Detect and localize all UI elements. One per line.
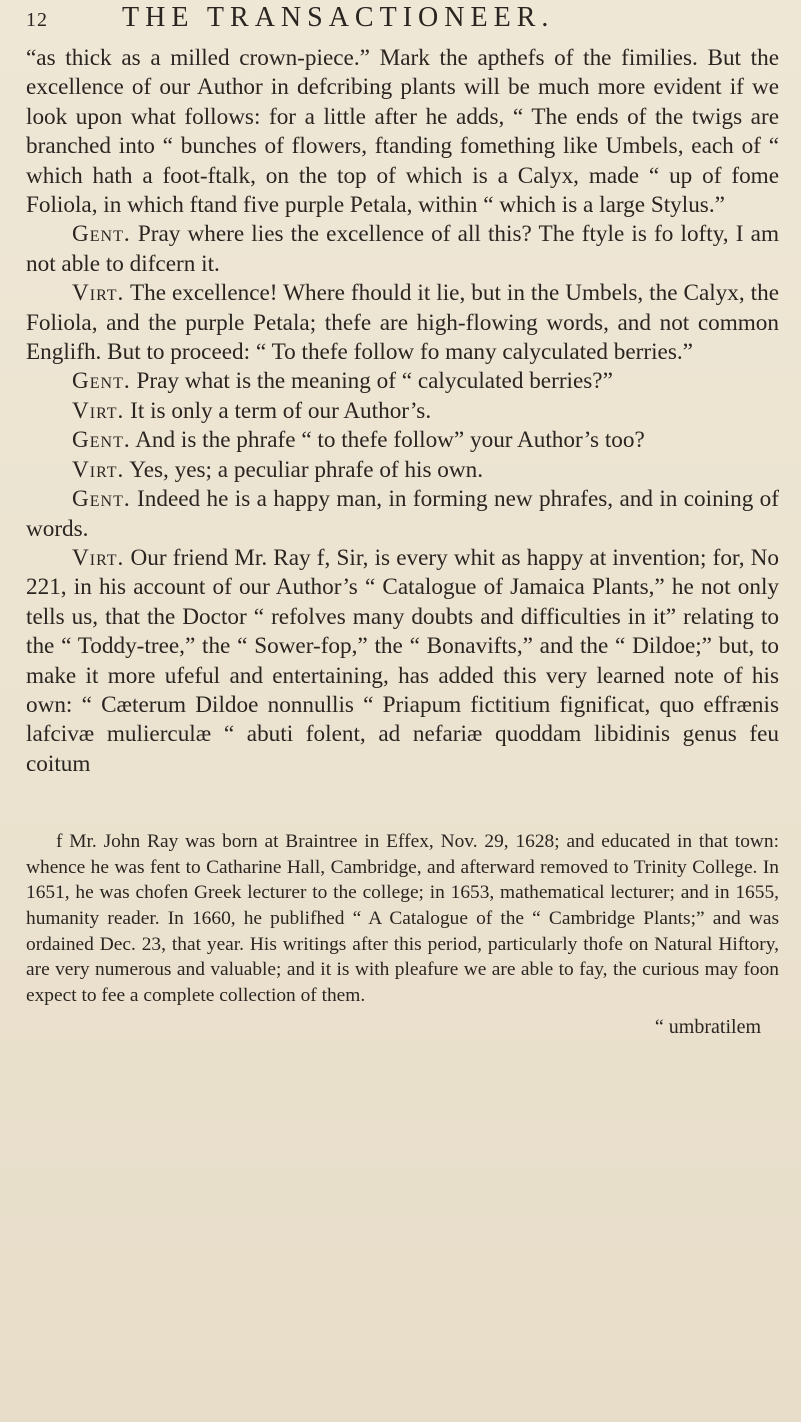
paragraph xyxy=(26,367,779,396)
paragraph xyxy=(26,426,779,455)
footnote xyxy=(26,829,779,1008)
main-text xyxy=(26,44,779,779)
paragraph-text: “as thick as a milled crown-piece.” Mark the apthefs of the fimilies. But the excellence of our Author in defcribing plants will be much more evident if we look upon what follows: for a little after he adds, “ The ends of the twigs are branched into “ bunches of flowers, ftanding fomething like Umbels, each of “ which hath a foot-ftalk, on the top of which is a Calyx, made “ up of fome Foliola, in which ftand five purple Petala, within “ which is a large Stylus.” xyxy=(26,45,779,219)
speaker-name: Gent. xyxy=(72,427,131,454)
speaker-name: Virt. xyxy=(72,280,125,307)
page-header xyxy=(26,0,779,44)
speaker-name: Gent. xyxy=(72,221,131,248)
paragraph xyxy=(26,485,779,544)
speaker-name: Virt. xyxy=(72,456,125,483)
paragraph-text: And is the phrafe “ to thefe follow” your Author’s too? xyxy=(135,427,645,454)
speaker-name: Virt. xyxy=(72,397,125,424)
running-head: THE TRANSACTIONEER. xyxy=(122,2,555,33)
paragraph-text: Our friend Mr. Ray f, Sir, is every whit as happy at invention; for, No 221, in his account of our Author’s “ Catalogue of Jamaica Plants,” he not only tells us, that the Doctor “ refolves many doubts and difficulties in it” relating to the “ Toddy-tree,” the “ Sower-fop,” the “ Bonavifts,” and the “ Dildoe;” but, to make it more ufeful and entertaining, has added this very learned note of his own: “ Cæterum Dildoe nonnullis “ Priapum fictitium fignificat, quo effrænis lafcivæ mulierculæ “ abuti folent, ad nefariæ quoddam libidinis genus feu coitum xyxy=(26,544,780,777)
paragraph xyxy=(26,544,779,779)
paragraph-text: The excellence! Where fhould it lie, but in the Umbels, the Calyx, the Foliola, and the purple Petala; thefe are high-flowing words, and not common Englifh. But to proceed: “ To thefe follow fo many calyculated berries.” xyxy=(26,280,779,366)
paragraph xyxy=(26,220,779,279)
footnote-text: f Mr. John Ray was born at Braintree in Effex, Nov. 29, 1628; and educated in that town: whence he was fent to Catharine Hall, Cambridge, and afterward removed to Trinity College. In 1651, he was chofen Greek lecturer to the college; in 1653, mathematical lecturer; and in 1655, humanity reader. In 1660, he publifhed “ A Catalogue of the “ Cambridge Plants;” and was ordained Dec. 23, that year. His writings after this period, particularly thofe on Natural Hiftory, are very numerous and valuable; and it is with pleafure we are able to fay, the curious may foon expect to fee a complete collection of them. xyxy=(26,831,779,1006)
paragraph xyxy=(26,279,779,367)
paragraph xyxy=(26,44,779,220)
paragraph-text: Yes, yes; a peculiar phrafe of his own. xyxy=(129,456,484,483)
page-number: 12 xyxy=(26,9,48,31)
speaker-name: Virt. xyxy=(72,544,125,571)
paragraph xyxy=(26,456,779,485)
paragraph xyxy=(26,397,779,426)
catchword: “ umbratilem xyxy=(654,1016,761,1039)
paragraph-text: Pray where lies the excellence of all this? The ftyle is fo lofty, I am not able to difcern it. xyxy=(26,221,779,277)
paragraph-text: Indeed he is a happy man, in forming new phrafes, and in coining of words. xyxy=(26,486,779,542)
speaker-name: Gent. xyxy=(72,368,131,395)
speaker-name: Gent. xyxy=(72,486,131,513)
paragraph-text: It is only a term of our Author’s. xyxy=(130,397,432,424)
paragraph-text: Pray what is the meaning of “ calyculated berries?” xyxy=(136,368,613,395)
